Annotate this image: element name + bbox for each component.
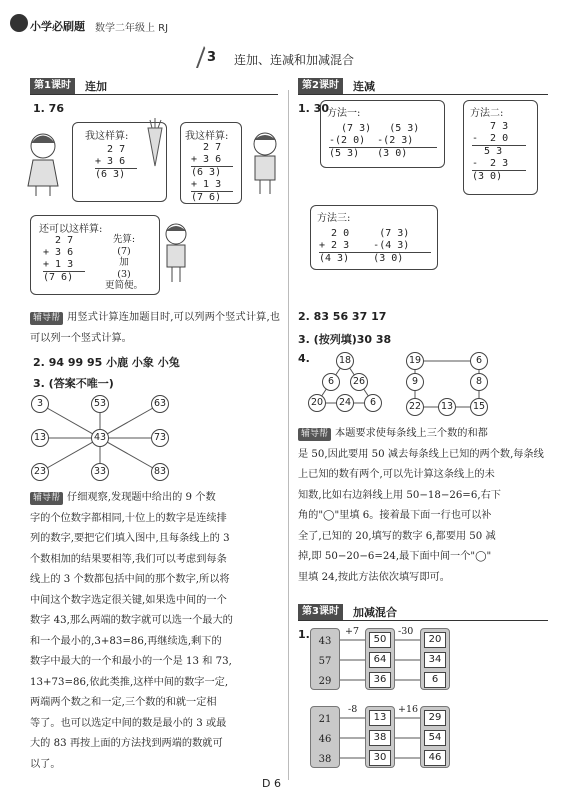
method-1-box [320,100,445,168]
method-1-line: -(2 0) -(2 3) [329,135,437,148]
r-q4-label: 4. [298,352,310,365]
flow1-c: 20 [424,632,446,648]
method-3-line: 2 0 (7 3) [319,228,410,239]
flow2-b: 30 [369,750,391,766]
flow2-b: 13 [369,710,391,726]
star-node: 13 [31,429,49,447]
calc-box-2-line: (6 3) [191,167,222,178]
lesson1-tag: 第1课时 [30,78,75,94]
tri-node: 26 [350,373,368,391]
lesson3-name: 加减混合 [352,606,397,619]
flow2-c: 54 [424,730,446,746]
calc-box-3-side: 先算: (7) 加 (3) 更简便。 [105,234,144,291]
star-node: 83 [151,463,169,481]
help-2-tag: 辅导帮 [30,492,63,505]
brand-title: 小学必刷题 [30,20,85,33]
calc-box-1-title: 我这样算: [85,131,129,142]
flow1-op2: -30 [398,626,414,637]
calc-box-1-line: (6 3) [95,169,126,180]
help-1-tag: 辅导帮 [30,312,63,325]
carrot-icon [140,118,170,168]
star-node: 3 [31,395,49,413]
chapter-title: 连加、连减和加减混合 [234,53,355,67]
lesson1-name: 连加 [84,80,107,93]
calc-box-3-line: 2 7 [43,235,74,246]
page-number: D 6 [262,777,281,790]
r-q3-answer: 3. (按列填)30 38 [298,333,392,346]
flow1-c: 6 [424,672,446,688]
help-3: 辅导帮 本题要求使每条线上三个数的和都 是 50,因此要用 50 减去每条线上已知的两个数,每条线 上已知的数有两个,可以先计算这条线上的未 知数,比如右边斜线上用 50−18−26=6,右下 角的"◯"里填 6。接着最下面一行也可以补 全了,已知的 20,填写的数字 6,都要用 50 减 掉,即 50−20−6=24,最下面中间一个"◯" 里填 24,按此方法依次填写即可。 [298,428,544,583]
brand-logo-icon [10,14,28,32]
flow2-c: 46 [424,750,446,766]
r-q5-label: 1. [298,628,310,641]
lesson3-tag: 第3课时 [298,604,343,620]
r-q1-answer: 1. 30 [298,102,329,115]
ring-node: 8 [470,373,488,391]
calc-box-2 [180,122,242,204]
calc-box-3 [30,215,160,295]
lesson2-tag: 第2课时 [298,78,343,94]
calc-box-3-line: + 3 6 [43,247,74,258]
method-2-line: - 2 0 [472,133,526,146]
ring-node: 13 [438,398,456,416]
method-1-line: (5 3) (3 0) [329,148,408,159]
q3-answer: 3. (答案不唯一) [33,377,114,390]
girl-illustration [18,128,68,198]
flow1-b: 50 [369,632,391,648]
method-1-title: 方法一: [327,108,361,119]
tri-node: 24 [336,394,354,412]
method-2-line: (3 0) [472,171,503,182]
calc-box-3-line: + 1 3 [43,259,85,272]
ring-node: 15 [470,398,488,416]
help-3-tag: 辅导帮 [298,428,331,441]
lesson2-name: 连减 [352,80,375,93]
help-1-text: 用竖式计算连加题目时,可以列两个竖式计算,也可以列一个竖式计算。 [30,312,280,344]
star-node: 23 [31,463,49,481]
chapter-number: 3 [207,50,217,65]
lesson2-header [298,78,548,95]
calc-box-2-line: 2 7 [191,142,222,153]
lesson3-header [298,604,548,621]
flow1-c: 34 [424,652,446,668]
method-3-line: + 2 3 -(4 3) [319,240,431,253]
subject-label: 数学二年级上 RJ [95,23,169,34]
method-2-box [463,100,538,195]
flow2-c: 29 [424,710,446,726]
help-1 [30,308,280,349]
star-node: 73 [151,429,169,447]
tri-node: 6 [322,373,340,391]
method-3-title: 方法三: [317,213,351,224]
flow1-b: 36 [369,672,391,688]
method-2-title: 方法二: [470,108,504,119]
ring-node: 9 [406,373,424,391]
method-2-line: 7 3 [472,121,509,132]
calc-box-2-line: + 1 3 [191,179,233,192]
tri-node: 20 [308,394,326,412]
boy-illustration [245,128,285,198]
boy2-illustration [158,220,194,290]
q2-answer: 2. 94 99 95 小鹿 小象 小兔 [33,356,180,369]
calc-box-3-title: 还可以这样算: [39,224,103,235]
method-2-line: 5 3 [472,146,503,157]
method-3-line: (4 3) (3 0) [319,253,404,264]
method-2-line: - 2 3 [472,158,526,171]
star-node: 53 [91,395,109,413]
tri-node: 6 [364,394,382,412]
calc-box-2-line: (7 6) [191,192,222,203]
flow2-a: 21 46 38 [318,714,332,765]
calc-box-2-line: + 3 6 [191,154,233,167]
flow1-a: 43 57 29 [318,636,332,687]
flow2-op1: -8 [348,704,358,715]
ring-node: 19 [406,352,424,370]
lesson1-header [30,78,278,95]
star-center: 43 [91,429,109,447]
calc-box-2-title: 我这样算: [185,131,229,142]
r-q2-answer: 2. 83 56 37 17 [298,310,387,323]
method-1-line: (7 3) (5 3) [329,123,420,134]
calc-box-1-line: 2 7 [95,144,126,155]
flow1-op1: +7 [345,626,360,637]
help-2: 辅导帮 仔细观察,发现题中给出的 9 个数 字的个位数字都相同,十位上的数字是连续排 列的数字,要把它们填入图中,且每条线上的 3 个数相加的结果要相等,我们可以考虑到每条 线上的 3 个数都包括中间的那个数字,所以将 中间这个数字选定很关键,如果选中间的一个 数字 43,那么两端的数字就可以选一个最大的 和一个最小的,3+83=86,再继续选,剩下的 数字中最大的一个和最小的一个是 13 和 73, 13+73=86,依此类推,这样中间的数字一定, 两端两个数之和一定,三个数的和就一定相 等了。也可以选定中间的数是最小的 3 或最 大的 83 再按上面的方法找到两端的数就可 以了。 [30,492,233,770]
column-divider [288,90,289,780]
method-3-box [310,205,438,270]
ring-node: 6 [470,352,488,370]
calc-box-1-line: + 3 6 [95,156,137,169]
tri-node: 18 [336,352,354,370]
calc-box-3-line: (7 6) [43,272,74,283]
flow1-b: 64 [369,652,391,668]
flow2-op2: +16 [398,704,419,715]
q1-answer: 1. 76 [33,102,64,115]
star-node: 63 [151,395,169,413]
ring-node: 22 [406,398,424,416]
flow2-b: 38 [369,730,391,746]
star-node: 33 [91,463,109,481]
